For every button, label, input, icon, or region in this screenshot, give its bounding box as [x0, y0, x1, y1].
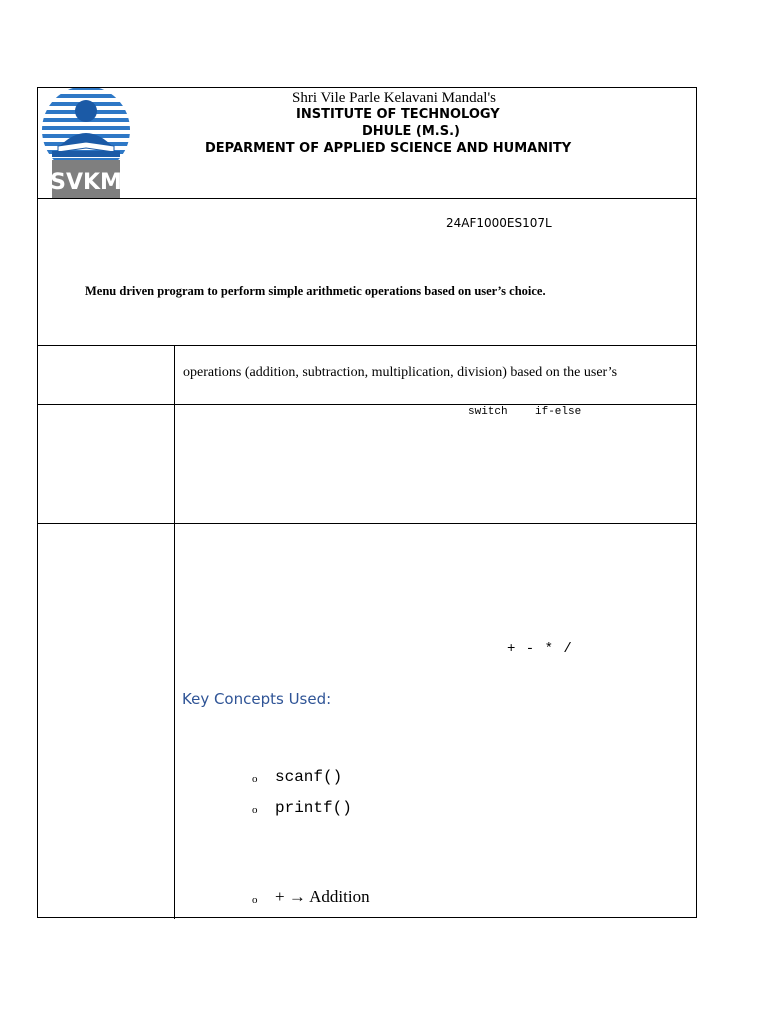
logo-text: SVKM — [50, 170, 122, 195]
procedure-label-cell — [38, 524, 175, 919]
bullet-icon: o — [252, 773, 258, 785]
theory-label-cell — [38, 405, 175, 523]
bullet-icon: o — [252, 894, 258, 906]
institute-location: DHULE (M.S.) — [362, 124, 460, 139]
objective-row — [38, 346, 696, 405]
institute-name: INSTITUTE OF TECHNOLOGY — [296, 107, 500, 122]
theory-row — [38, 405, 696, 524]
procedure-row — [38, 524, 696, 919]
header-row — [38, 88, 696, 199]
list-item: + → Addition — [275, 887, 370, 906]
list-item: scanf() — [275, 768, 343, 786]
course-code: 24AF1000ES107L — [446, 216, 552, 230]
department-name: DEPARMENT OF APPLIED SCIENCE AND HUMANITY — [205, 141, 572, 156]
bullet-icon: o — [252, 804, 258, 816]
keyword-switch: switch — [468, 406, 508, 418]
title-row — [38, 199, 696, 346]
objective-text: operations (addition, subtraction, multiplication, division) based on the user’s — [183, 365, 618, 380]
operators-text: + - * / — [507, 641, 573, 657]
keyword-if-else: if-else — [535, 406, 582, 418]
trust-name: Shri Vile Parle Kelavani Mandal's — [292, 90, 496, 106]
svkm-logo — [40, 88, 132, 198]
list-item: printf() — [275, 799, 352, 817]
aim-text: Menu driven program to perform simple arithmetic operations based on user’s choice. — [85, 284, 546, 298]
objective-label-cell — [38, 346, 175, 404]
document-table — [37, 87, 697, 918]
key-concepts-heading: Key Concepts Used: — [182, 690, 332, 708]
